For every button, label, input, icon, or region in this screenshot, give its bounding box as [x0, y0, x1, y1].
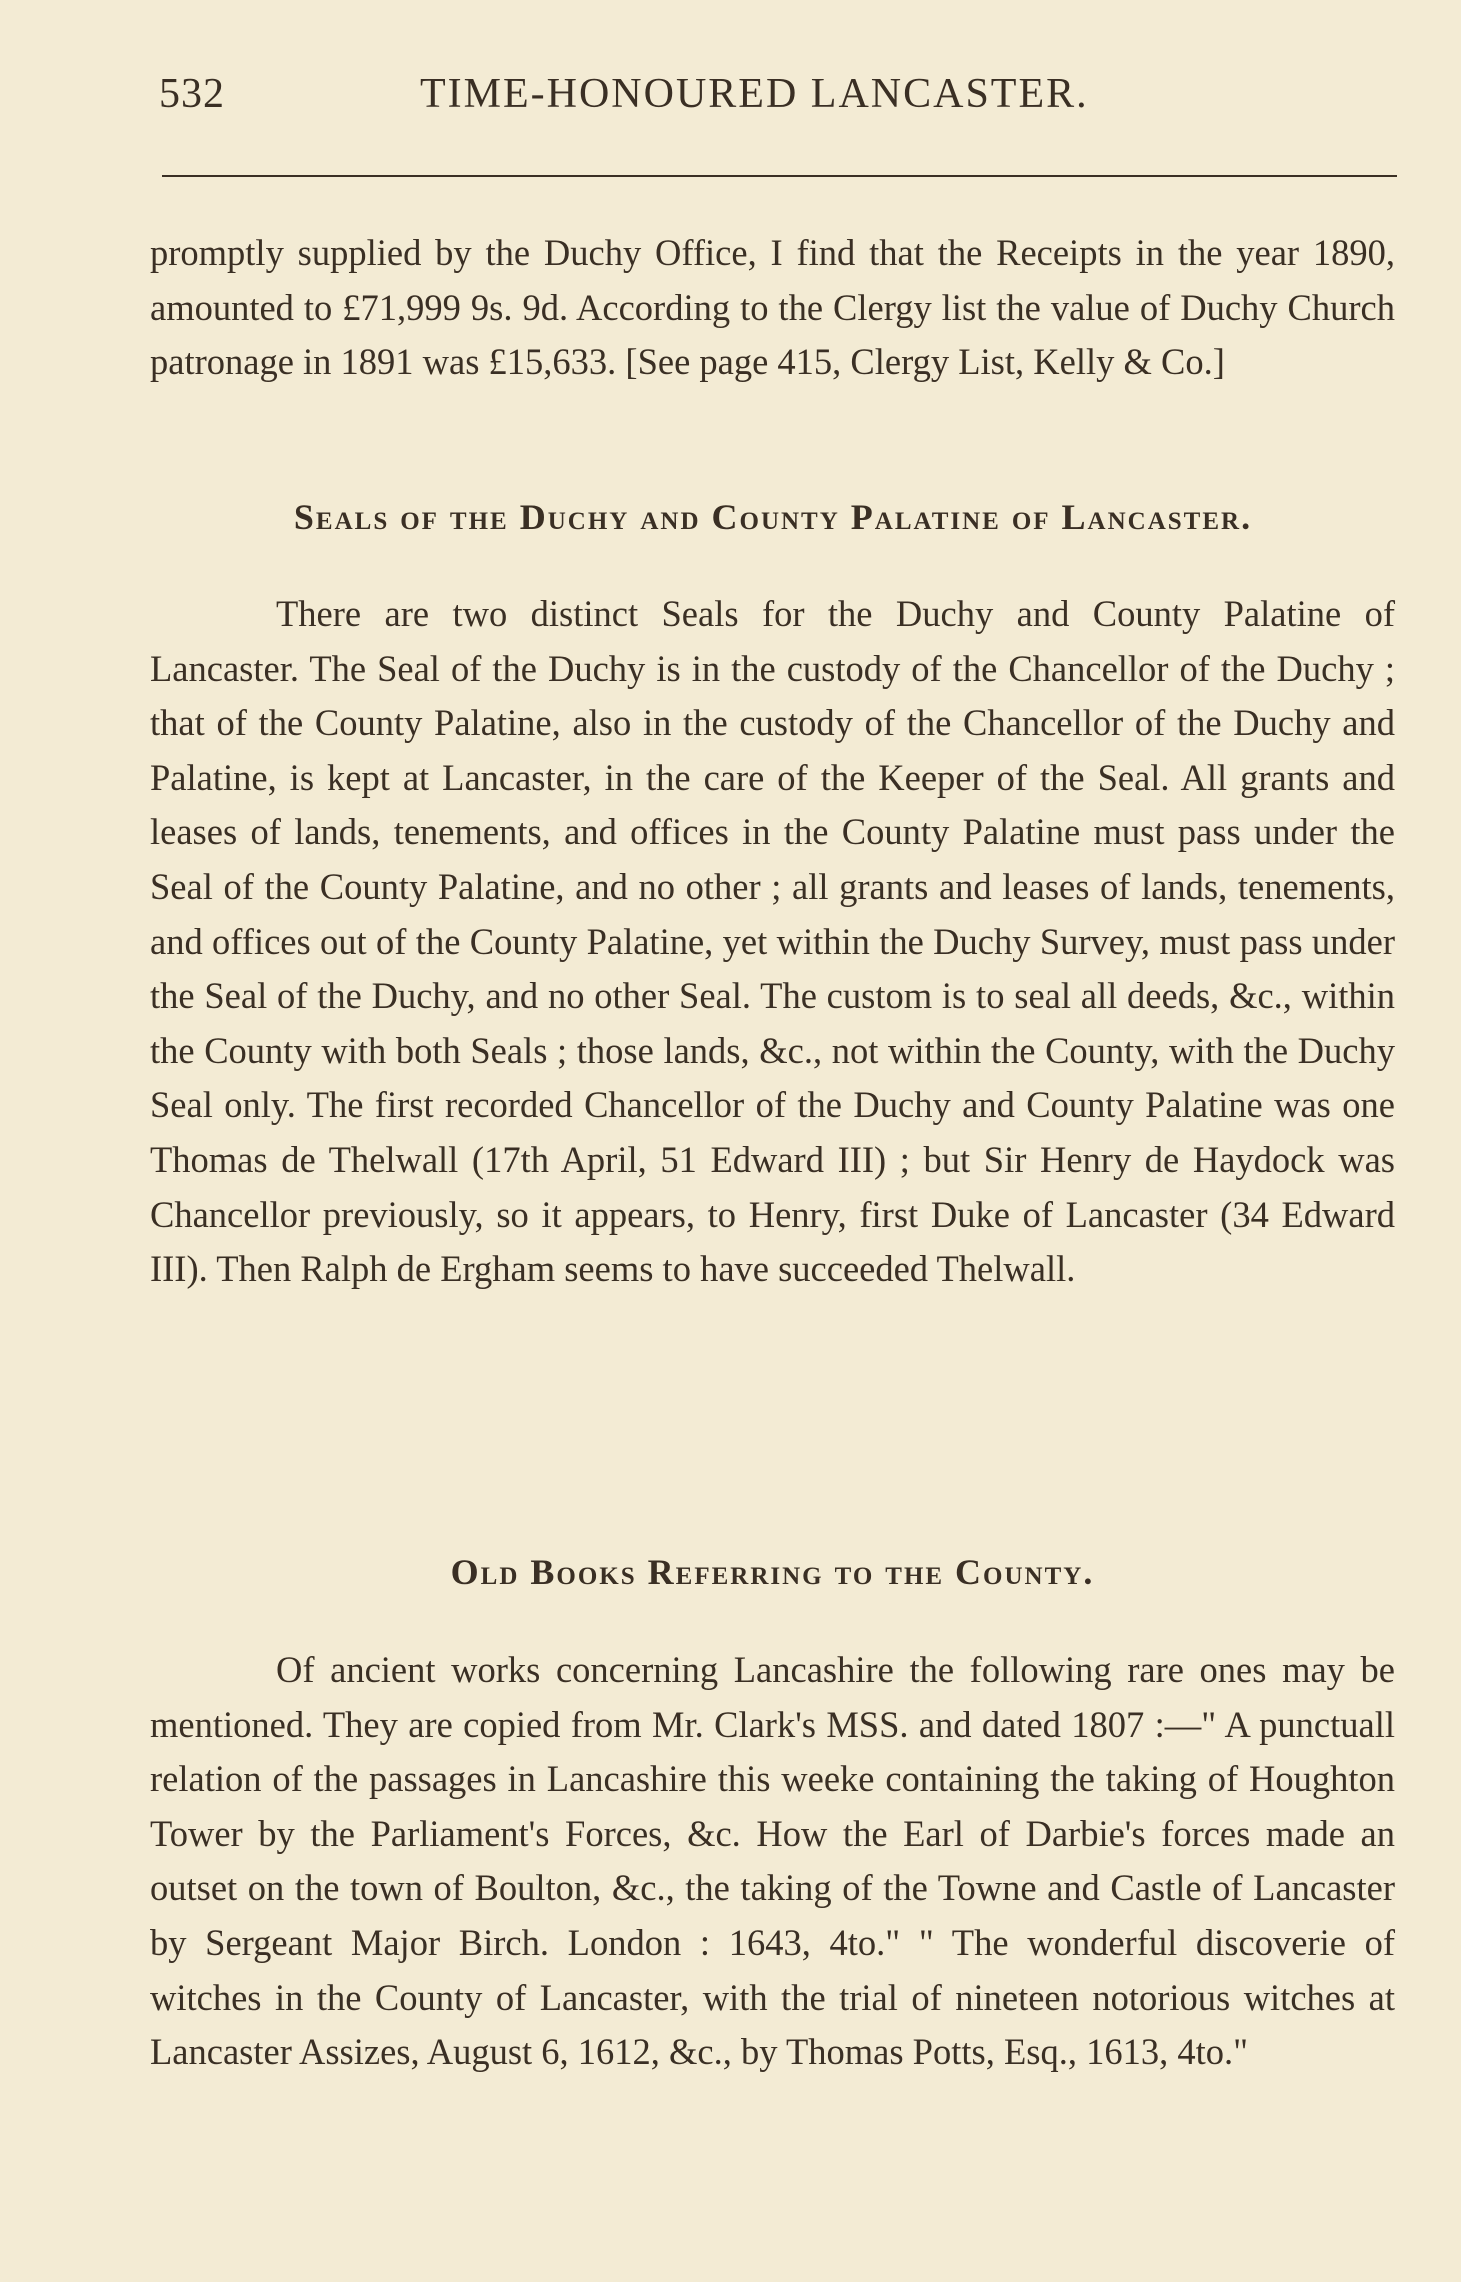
- paragraph-old-books: Of ancient works concerning Lancashire the following rare ones may be mentioned. They are copied from Mr. Clark's MSS. and dated 1807 :—" A punctuall relation of the passages in Lancashire this weeke containing the taking of Houghton Tower by the Parliament's Forces, &c. How the Earl of Darbie's forces made an outset on the town of Boulton, &c., the taking of the Towne and Castle of Lancaster by Sergeant Major Birch. London : 1643, 4to." " The wonderful discoverie of witches in the County of Lancaster, with the trial of nineteen notorious witches at Lancaster Assizes, August 6, 1612, &c., by Thomas Potts, Esq., 1613, 4to.": [150, 1649, 1395, 2073]
- running-title: TIME-HONOURED LANCASTER.: [420, 71, 1089, 117]
- paragraph-receipts: promptly supplied by the Duchy Office, I find that the Receipts in the year 1890, amounted to £71,999 9s. 9d. According to the Clergy list the value of Duchy Church patronage in 1891 was £15,633. [See page 415, Clergy List, Kelly & Co.]: [150, 232, 1395, 383]
- section-heading-old-books: Old Books Referring to the County.: [450, 1552, 1095, 1592]
- paragraph-seals: There are two distinct Seals for the Duchy and County Palatine of Lancaster. The Seal of the Duchy is in the custody of the Chancellor of the Duchy ; that of the County Palatine, also in the custody of the Chancellor of the Duchy and Palatine, is kept at Lancaster, in the care of the Keeper of the Seal. All grants and leases of lands, tenements, and offices in the County Palatine must pass under the Seal of the County Palatine, and no other ; all grants and leases of lands, tenements, and offices out of the County Palatine, yet within the Duchy Survey, must pass under the Seal of the Duchy, and no other Seal. The custom is to seal all deeds, &c., within the County with both Seals ; those lands, &c., not within the County, with the Duchy Seal only. The first recorded Chancellor of the Duchy and County Palatine was one Thomas de Thelwall (17th April, 51 Edward III) ; but Sir Henry de Haydock was Chancellor previously, so it appears, to Henry, first Duke of Lancaster (34 Edward III). Then Ralph de Ergham seems to have succeeded Thelwall.: [150, 593, 1395, 1290]
- header-rule: [162, 175, 1397, 177]
- section-heading-seals: Seals of the Duchy and County Palatine of Lancaster.: [293, 497, 1253, 537]
- page-number: 532: [159, 71, 225, 117]
